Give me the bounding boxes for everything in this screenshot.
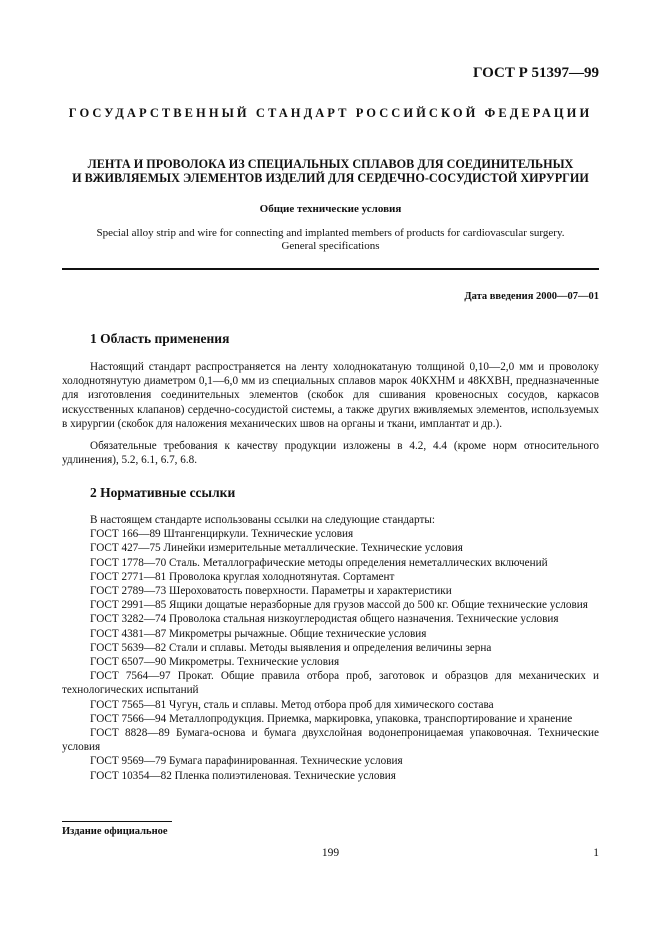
reference-item: ГОСТ 3282—74 Проволока стальная низкоуглеродистая общего назначения. Технические условия bbox=[90, 613, 559, 626]
reference-item: ГОСТ 7564—97 Прокат. Общие правила отбора проб, заготовок и образцов для механических и технологических испытаний bbox=[62, 670, 599, 697]
footer-divider bbox=[62, 821, 172, 822]
header-divider bbox=[62, 268, 599, 270]
title-line-2: И ВЖИВЛЯЕМЫХ ЭЛЕМЕНТОВ ИЗДЕЛИЙ ДЛЯ СЕРДЕЧНО-СОСУДИСТОЙ ХИРУРГИИ bbox=[72, 171, 589, 185]
section-1-heading: 1 Область применения bbox=[90, 331, 230, 346]
document-code: ГОСТ Р 51397—99 bbox=[472, 65, 599, 81]
reference-item: ГОСТ 7565—81 Чугун, сталь и сплавы. Метод отбора проб для химического состава bbox=[90, 698, 494, 711]
section-1-paragraph-1: Настоящий стандарт распространяется на ленту холоднокатаную толщиной 0,10—2,0 мм и проволоку холоднотянутую диаметром 0,1—6,0 мм из специальных сплавов марок 40КХНМ и 48КХВН, предназначенные для изготовления соединительных элементов (скобок для сшивания кровеносных сосудов, каркасов искусственных клапанов) сердечно-сосудистой системы, а также других вживляемых элементов, используемых в хирургии (скобок для наложения механических швов на органы и ткани, имплантат и др.). bbox=[62, 361, 599, 430]
reference-item: ГОСТ 2789—73 Шероховатость поверхности. Параметры и характеристики bbox=[90, 585, 452, 598]
english-title-line-2: General specifications bbox=[281, 239, 380, 252]
reference-item: ГОСТ 2771—81 Проволока круглая холоднотянутая. Сортамент bbox=[90, 570, 395, 583]
reference-item: ГОСТ 6507—90 Микрометры. Технические условия bbox=[90, 656, 340, 669]
page-number: 199 bbox=[321, 847, 340, 859]
title-line-1: ЛЕНТА И ПРОВОЛОКА ИЗ СПЕЦИАЛЬНЫХ СПЛАВОВ ДЛЯ СОЕДИНИТЕЛЬНЫХ bbox=[87, 157, 574, 171]
english-title-line-1: Special alloy strip and wire for connecting and implanted members of products for cardiovascular surgery. bbox=[96, 227, 565, 239]
section-1-paragraph-2: Обязательные требования к качеству продукции изложены в 4.2, 4.4 (кроме норм относительного удлинения), 5.2, 6.1, 6.7, 6.8. bbox=[62, 440, 599, 467]
reference-item: ГОСТ 9569—79 Бумага парафинированная. Технические условия bbox=[90, 755, 403, 768]
normative-references-list bbox=[62, 513, 599, 783]
document-title bbox=[62, 157, 599, 185]
references-intro: В настоящем стандарте использованы ссылки на следующие стандарты: bbox=[90, 514, 435, 526]
reference-item: ГОСТ 166—89 Штангенциркули. Технические условия bbox=[90, 528, 354, 541]
reference-item: ГОСТ 8828—89 Бумага-основа и бумага двухслойная водонепроницаемая упаковочная. Технические условия bbox=[62, 727, 599, 754]
reference-item: ГОСТ 427—75 Линейки измерительные металлические. Технические условия bbox=[90, 542, 463, 555]
reference-item: ГОСТ 10354—82 Пленка полиэтиленовая. Технические условия bbox=[90, 769, 396, 782]
english-title bbox=[62, 227, 599, 252]
section-2-heading: 2 Нормативные ссылки bbox=[90, 485, 236, 500]
introduction-date: Дата введения 2000—07—01 bbox=[464, 291, 599, 302]
document-subtitle: Общие технические условия bbox=[259, 203, 402, 215]
reference-item: ГОСТ 1778—70 Сталь. Металлографические методы определения неметаллических включений bbox=[90, 556, 548, 569]
state-standard-heading: ГОСУДАРСТВЕННЫЙ СТАНДАРТ РОССИЙСКОЙ ФЕДЕРАЦИИ bbox=[68, 106, 593, 120]
sheet-number: 1 bbox=[593, 847, 599, 859]
reference-item: ГОСТ 7566—94 Металлопродукция. Приемка, маркировка, упаковка, транспортирование и хранение bbox=[90, 712, 573, 725]
reference-item: ГОСТ 4381—87 Микрометры рычажные. Общие технические условия bbox=[90, 627, 427, 640]
reference-item: ГОСТ 5639—82 Стали и сплавы. Методы выявления и определения величины зерна bbox=[90, 641, 492, 654]
reference-item: ГОСТ 2991—85 Ящики дощатые неразборные для грузов массой до 500 кг. Общие технические условия bbox=[90, 599, 588, 612]
official-edition-label: Издание официальное bbox=[62, 826, 168, 837]
